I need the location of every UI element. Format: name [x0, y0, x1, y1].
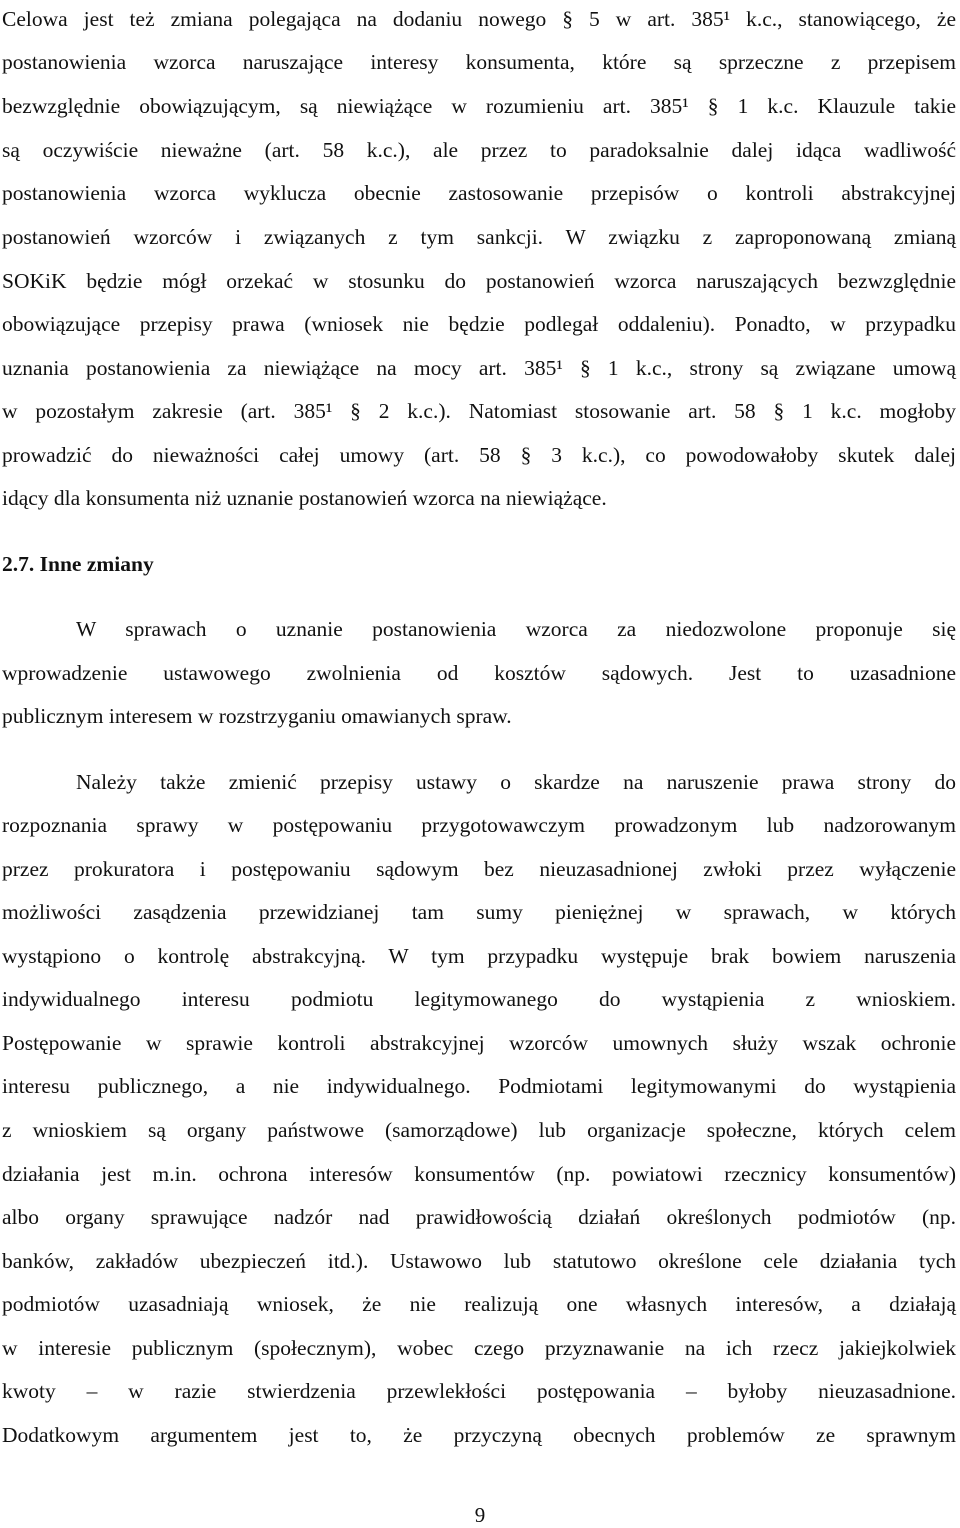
- paragraph-line: SOKiK będzie mógł orzekać w stosunku do postanowień wzorca naruszających bezwzględnie: [2, 269, 956, 293]
- paragraph-line: idący dla konsumenta niż uznanie postanowień wzorca na niewiążące.: [2, 486, 607, 510]
- paragraph-line: w pozostałym zakresie (art. 385¹ § 2 k.c.). Natomiast stosowanie art. 58 § 1 k.c. mogłoby: [2, 399, 956, 423]
- paragraph-line: obowiązujące przepisy prawa (wniosek nie będzie podlegał oddaleniu). Ponadto, w przypadku: [2, 312, 956, 336]
- paragraph-line: W sprawach o uznanie postanowienia wzorca za niedozwolone proponuje się: [76, 617, 956, 641]
- paragraph-line: albo organy sprawujące nadzór nad prawidłowością działań określonych podmiotów (np.: [2, 1205, 956, 1229]
- paragraph-line: publicznym interesem w rozstrzyganiu omawianych spraw.: [2, 704, 512, 728]
- paragraph-line: podmiotów uzasadniają wniosek, że nie realizują one własnych interesów, a działają: [2, 1292, 956, 1316]
- page-number: 9: [474, 1503, 486, 1527]
- paragraph-line: w interesie publicznym (społecznym), wobec czego przyznawanie na ich rzecz jakiejkolwiek: [2, 1336, 956, 1360]
- paragraph-line: rozpoznania sprawy w postępowaniu przygotowawczym prowadzonym lub nadzorowanym: [2, 813, 956, 837]
- paragraph-line: bezwzględnie obowiązującym, są niewiążące w rozumieniu art. 385¹ § 1 k.c. Klauzule takie: [2, 94, 956, 118]
- paragraph-line: prowadzić do nieważności całej umowy (art. 58 § 3 k.c.), co powodowałoby skutek dalej: [2, 443, 956, 467]
- paragraph-line: Dodatkowym argumentem jest to, że przyczyną obecnych problemów ze sprawnym: [2, 1423, 956, 1447]
- paragraph-line: Należy także zmienić przepisy ustawy o skardze na naruszenie prawa strony do: [76, 770, 956, 794]
- paragraph-line: możliwości zasądzenia przewidzianej tam sumy pieniężnej w sprawach, w których: [2, 900, 956, 924]
- paragraph-line: działania jest m.in. ochrona interesów konsumentów (np. powiatowi rzecznicy konsumentów): [2, 1162, 956, 1186]
- paragraph-line: banków, zakładów ubezpieczeń itd.). Ustawowo lub statutowo określone cele działania tych: [2, 1249, 956, 1273]
- paragraph-line: indywidualnego interesu podmiotu legitymowanego do wystąpienia z wnioskiem.: [2, 987, 956, 1011]
- paragraph-line: postanowienia wzorca wyklucza obecnie zastosowanie przepisów o kontroli abstrakcyjnej: [2, 181, 956, 205]
- paragraph-line: postanowień wzorców i związanych z tym sankcji. W związku z zaproponowaną zmianą: [2, 225, 956, 249]
- paragraph-line: wystąpiono o kontrolę abstrakcyjną. W tym przypadku występuje brak bowiem naruszenia: [2, 944, 956, 968]
- paragraph-line: wprowadzenie ustawowego zwolnienia od kosztów sądowych. Jest to uzasadnione: [2, 661, 956, 685]
- paragraph-line: Celowa jest też zmiana polegająca na dodaniu nowego § 5 w art. 385¹ k.c., stanowiącego, że: [2, 7, 956, 31]
- section-heading: 2.7. Inne zmiany: [2, 552, 154, 576]
- paragraph-line: Postępowanie w sprawie kontroli abstrakcyjnej wzorców umownych służy wszak ochronie: [2, 1031, 956, 1055]
- paragraph-line: są oczywiście nieważne (art. 58 k.c.), ale przez to paradoksalnie dalej idąca wadliwość: [2, 138, 956, 162]
- paragraph-line: kwoty – w razie stwierdzenia przewlekłości postępowania – byłoby nieuzasadnione.: [2, 1379, 956, 1403]
- paragraph-line: przez prokuratora i postępowaniu sądowym bez nieuzasadnionej zwłoki przez wyłączenie: [2, 857, 956, 881]
- paragraph-line: interesu publicznego, a nie indywidualnego. Podmiotami legitymowanymi do wystąpienia: [2, 1074, 956, 1098]
- paragraph-line: uznania postanowienia za niewiążące na mocy art. 385¹ § 1 k.c., strony są związane umową: [2, 356, 956, 380]
- paragraph-line: postanowienia wzorca naruszające interesy konsumenta, które są sprzeczne z przepisem: [2, 50, 956, 74]
- paragraph-line: z wnioskiem są organy państwowe (samorządowe) lub organizacje społeczne, których celem: [2, 1118, 956, 1142]
